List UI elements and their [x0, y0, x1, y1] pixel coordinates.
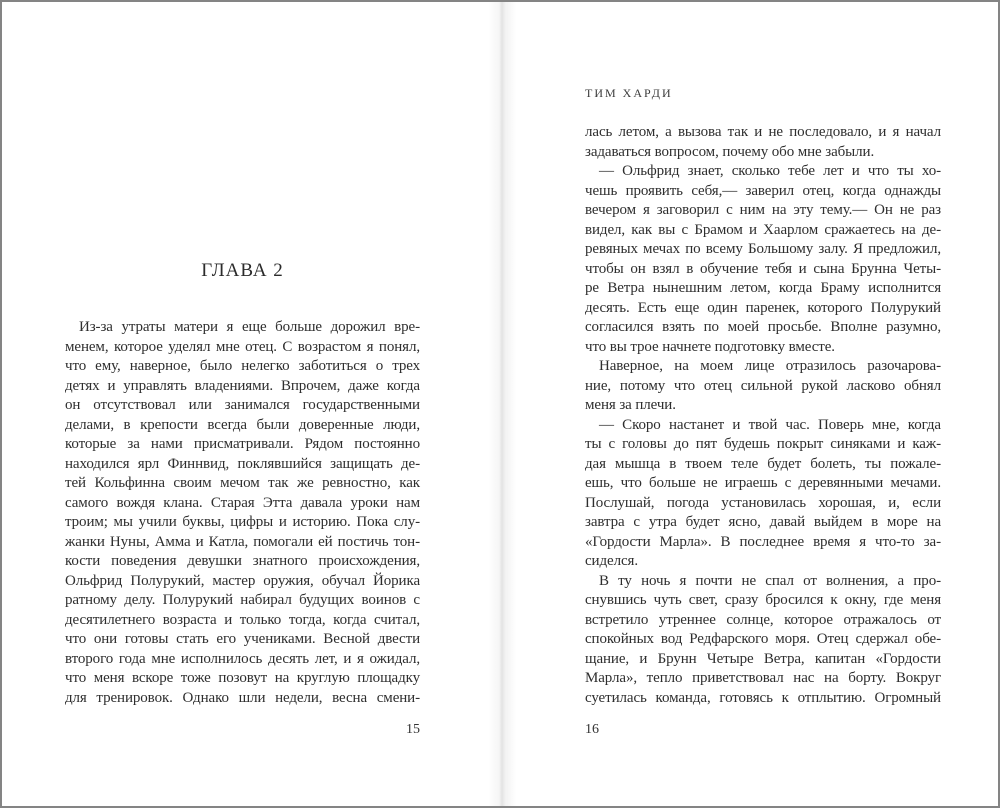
text-line: щание, и Брунн Четыре Ветра, капитан «Гордости: [585, 650, 941, 667]
text-line: он отсутствовал или занимался государственными: [65, 397, 420, 413]
text-line: кости поведения девушки знатного происхождения,: [65, 553, 420, 569]
text-line: Ольфрид Полурукий, мастер оружия, обучал Йорика: [65, 572, 420, 589]
text-line: ты с головы до пят будешь покрыт синяками и каж-: [585, 436, 941, 452]
text-line: снувшись чуть свет, сразу бросился к окну, где меня: [585, 592, 941, 608]
text-line: ревяных мечах по всему Большому залу. Я предложил,: [585, 241, 941, 257]
text-line: второго года мне исполнилось десять лет, и я ожидал,: [65, 650, 420, 667]
left-page-number: 15: [406, 722, 420, 737]
text-line: ре Ветра нынешним летом, когда Браму исполнится: [585, 280, 941, 296]
text-line: ратному делу. Полурукий набирал будущих воинов с: [65, 592, 420, 608]
text-line: спокойных вод Редфарского моря. Отец сдержал обе-: [585, 631, 941, 647]
text-line: тей Кольфинна своим мечом так же ревностно, как: [65, 475, 420, 491]
text-line: задаваться вопросом, почему обо мне забыли.: [585, 143, 875, 160]
text-line: Из-за утраты матери я еще больше дорожил вре-: [79, 319, 420, 335]
text-line: что они готовы стать его учениками. Весной двести: [65, 631, 420, 647]
text-line: самого вождя клана. Старая Этта давала уроки нам: [65, 494, 420, 511]
text-line: ние, потому что отец сильной рукой ласково обнял: [585, 377, 941, 394]
text-line: которые за нами присматривали. Рядом постоянно: [65, 436, 420, 452]
text-line: чтобы он взял в обучение тебя и сына Брунна Четы-: [585, 260, 941, 277]
text-line: детях и управлять владениями. Впрочем, даже когда: [65, 377, 420, 394]
text-line: вечером я заговорил с ним на эту тему.— Он не раз: [585, 202, 941, 218]
text-line: ешь, что больше не играешь с деревянными мечами.: [585, 475, 941, 491]
text-line: — Скоро настанет и твой час. Поверь мне, когда: [599, 416, 941, 433]
right-page: [2, 2, 998, 806]
text-line: троим; мы учили буквы, цифры и историю. Пока слу-: [65, 514, 420, 530]
running-header-author: ТИМ ХАРДИ: [585, 86, 673, 100]
text-line: десять. Есть еще один паренек, которого Полурукий: [585, 299, 941, 316]
text-line: дая мышца в твоем теле будет болеть, ты пожале-: [585, 455, 941, 472]
text-line: сиделся.: [585, 553, 638, 569]
text-line: делами, в крепости всегда были доверенные люди,: [65, 416, 420, 433]
text-line: что меня вскоре тоже позовут на круглую площадку: [65, 670, 420, 686]
text-line: десятилетнего возраста и только тогда, когда считал,: [65, 611, 420, 628]
chapter-heading: ГЛАВА 2: [201, 260, 284, 281]
text-line: суетилась команда, готовясь к отплытию. Огромный: [585, 689, 941, 706]
text-line: лась летом, а вызова так и не последовало, и я начал: [585, 124, 941, 140]
text-line: что вы трое начнете подготовку вместе.: [585, 338, 835, 355]
text-line: жанки Нуны, Амма и Катла, помогали ей постичь тон-: [65, 533, 420, 550]
right-page-text: [585, 123, 941, 708]
text-line: менем, которое уделял мне отец. С возрастом я понял,: [65, 338, 420, 355]
text-line: Марла», тепло приветствовал нас на борту. Вокруг: [585, 670, 941, 686]
text-line: для тренировок. Однако шли недели, весна смени-: [65, 689, 420, 706]
text-line: что ему, наверное, было нелегко заботиться о трех: [65, 358, 420, 374]
text-line: встретило утреннее солнце, которое отражалось от: [585, 611, 941, 628]
text-line: Наверное, на моем лице отразилось разочарова-: [599, 358, 941, 374]
text-line: видел, как вы с Брамом и Хаарлом сражаетесь на де-: [585, 221, 941, 238]
right-page-number: 16: [585, 722, 599, 737]
text-line: согласился взять по моей просьбе. Вполне разумно,: [585, 319, 941, 335]
text-line: чешь проявить себя,— заверил отец, когда однажды: [585, 182, 941, 199]
text-line: находился ярл Финнвид, поклявшийся защищать де-: [65, 455, 420, 472]
text-line: завтра с утра будет ясно, давай выйдем в море на: [585, 514, 941, 530]
text-line: В ту ночь я почти не спал от волнения, а про-: [599, 572, 941, 589]
text-line: «Гордости Марла». В последнее время я что-то за-: [585, 533, 941, 550]
text-line: — Ольфрид знает, сколько тебе лет и что ты хо-: [599, 163, 941, 179]
text-line: меня за плечи.: [585, 397, 676, 413]
text-line: Послушай, погода установилась хорошая, и, если: [585, 494, 941, 511]
